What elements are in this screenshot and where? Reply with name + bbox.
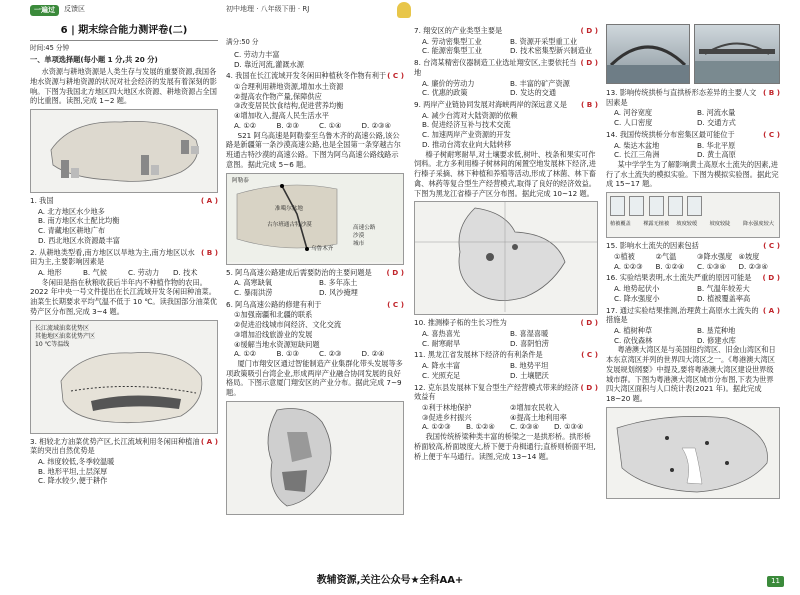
question-7: 7. 翔安区的产业类型主要是 ( D ) xyxy=(414,26,598,35)
map-legend: 长江流域油菜优势区 其他地区油菜优势产区 10 ℃等温线 xyxy=(35,324,96,349)
q8-option[interactable]: D. 发达的交通 xyxy=(510,88,557,98)
q12-options xyxy=(422,422,598,432)
q5-option[interactable]: B. 多年冻土 xyxy=(319,278,358,288)
q14-option[interactable]: B. 华北平原 xyxy=(697,140,736,150)
q9-option[interactable]: B. 促进经济互补与技术交流 xyxy=(422,120,511,130)
passage-5: 榛子树耐寒耐旱,对土壤要求低,树叶、枝条和果实可作饲料。北方多利用榛子树林间的闲置空地发展林下经济,进行榛子采摘、林下种植和养殖等活动,形成了林菌、林下畜禽、林药等复合型生产经营模式,取得了良好的经济效益。下图为黑龙江省榛子产区分布图。据此完成 10~12 题。 xyxy=(414,149,596,198)
q12-statement: ③促进乡村振兴 xyxy=(422,412,472,422)
q13-options xyxy=(614,108,780,118)
q14-option[interactable]: C. 长江三角洲 xyxy=(614,150,660,160)
q13-option[interactable]: C. 人口密度 xyxy=(614,118,653,128)
xiangan-map-icon xyxy=(227,402,403,512)
q8-option[interactable]: C. 优惠的政策 xyxy=(422,88,468,98)
map-label: 乌鲁木齐 xyxy=(311,245,334,252)
q5-option[interactable]: C. 暴雨洪涝 xyxy=(234,287,273,297)
q15-option[interactable]: D. ②③④ xyxy=(738,261,768,271)
q14-option[interactable]: A. 柴达木盆地 xyxy=(614,140,660,150)
answer-8: ( D ) xyxy=(580,58,598,68)
q3-option[interactable]: C. 降水较少,便于耕作 xyxy=(38,476,108,486)
page-number: 11 xyxy=(767,576,784,587)
column-4 xyxy=(606,24,780,502)
q12-statement: ①利于林地保护 xyxy=(422,402,472,412)
answer-9: ( B ) xyxy=(580,100,598,110)
q12-option[interactable]: D. ①③④ xyxy=(554,422,584,432)
passage-6: 我国传统桥梁种类丰富的桥梁之一是拱形桥。拱形桥桥面较高,桥面坡度大,桥下便于舟楫通行;直桥则桥面平坦,桥上便于车马通行。读图,完成 13~14 题。 xyxy=(414,432,596,461)
answer-3: ( A ) xyxy=(200,436,218,446)
map-label: 准噶尔盆地 xyxy=(275,205,303,212)
q17-options xyxy=(614,326,780,336)
q6-options xyxy=(234,349,404,359)
q5-option[interactable]: A. 高寒缺氧 xyxy=(234,278,273,288)
question-11: 11. 黑龙江省发展林下经济的有利条件是 ( C ) xyxy=(414,350,598,360)
heilongjiang-map xyxy=(414,201,598,315)
exam-score-row xyxy=(226,38,404,47)
bridge-photos xyxy=(606,24,780,86)
question-1: 1. 我国 ( A ) xyxy=(30,195,218,205)
q3-option[interactable]: C. 劳动力丰富 xyxy=(234,49,280,59)
q14-options xyxy=(614,141,780,151)
passage-8: 粤港澳大湾区是与美国纽约湾区、旧金山湾区和日本东京湾区并列的世界四大湾区之一。《粤港澳大湾区发展规划纲要》中提及,要将粤港澳大湾区建设世界级城市群。下图为粤港澳大湾区城市分布图,下表为世界四大湾区面积与人口统计表(2021 年)。据此完成 18~20 题。 xyxy=(606,345,776,403)
answer-13: ( B ) xyxy=(762,88,780,97)
q4-option[interactable]: B. ②③ xyxy=(276,120,299,130)
q13-options xyxy=(614,118,780,128)
heilongjiang-map-icon xyxy=(415,202,597,312)
q17-options xyxy=(614,336,780,346)
arch-bridge-icon xyxy=(607,25,689,83)
experiment-tray-icon xyxy=(610,196,625,216)
q7-option[interactable]: A. 劳动密集型工业 xyxy=(422,36,482,46)
q10-option[interactable]: D. 喜阴怕涝 xyxy=(510,338,549,348)
q3-option[interactable]: A. 纬度较低,冬季较温暖 xyxy=(38,457,115,467)
column-2 xyxy=(226,24,404,518)
q17-option[interactable]: A. 植树种草 xyxy=(614,325,653,335)
question-5: 5. 阿乌高速公路建成后需要防治的主要问题是 ( D ) xyxy=(226,267,404,277)
q11-options xyxy=(422,371,598,381)
q13-option[interactable]: D. 交通方式 xyxy=(697,118,736,128)
q12-statement: ②增加农民收入 xyxy=(510,402,560,412)
footer-watermark: 教辅资源,关注公众号★全科AA+ xyxy=(316,575,464,586)
q11-option[interactable]: A. 降水丰富 xyxy=(422,361,461,371)
q9-option[interactable]: C. 加速两岸产业资源的开发 xyxy=(422,130,511,140)
q16-option[interactable]: C. 降水强度小 xyxy=(614,293,660,303)
mascot-icon xyxy=(397,2,411,18)
q11-option[interactable]: B. 地势平坦 xyxy=(510,361,549,371)
q1-option[interactable]: C. 青藏地区耕地广布 xyxy=(38,226,106,236)
question-6: 6. 阿乌高速公路的修建有利于 ( C ) xyxy=(226,299,404,309)
brand-badge: 一遍过 xyxy=(30,5,59,16)
q14-option[interactable]: D. 黄土高原 xyxy=(697,150,736,160)
q10-options xyxy=(422,339,598,349)
china-map-icon xyxy=(31,110,217,190)
passage-4: 厦门市翔安区通过智能制造产业集群化带头发展等多项政策吸引台湾企业,形成两岸产业融合协同发展的良好格局。下图示意厦门翔安区的产业分布。据此完成 7~9 题。 xyxy=(226,358,403,398)
passage-3: S21 阿乌高速是阿勒泰至乌鲁木齐的高速公路,该公路是新疆第一条沙漠高速公路,也是全国第一条穿越古尔班通古特沙漠的高速公路。下图为阿乌高速公路线路示意图。据此完成 5~6 题。 xyxy=(226,130,401,169)
q12-statements xyxy=(422,413,598,423)
q8-options xyxy=(422,79,598,89)
q7-option[interactable]: D. 技术密集型新兴制造业 xyxy=(510,46,592,56)
question-13: 13. 影响传统拱桥与直拱桥形态差异的主要人文因素是 ( B ) xyxy=(606,88,780,107)
answer-14: ( C ) xyxy=(763,129,780,139)
exam-score: 满分:50 分 xyxy=(226,38,259,46)
answer-11: ( C ) xyxy=(581,350,598,360)
q6-statement: ②促进沿线城市间经济、文化交流 xyxy=(234,320,342,330)
q7-option[interactable]: B. 资源开采型重工业 xyxy=(510,36,578,46)
q8-options xyxy=(422,88,598,98)
question-17: 17. 通过实验结果推测,治理黄土高原水土流失的措施是 ( A ) xyxy=(606,305,780,325)
q15-statement: ②气温 xyxy=(655,251,677,261)
passage-1: 水资源与耕地资源是人类生存与发展的重要资源,我国各地水资源与耕地资源的状况对社会经济的发展有着深刻的影响。下图为我国北方地区四大地区水资源、耕地资源占全国的比重图。读图,完成 1~2 题。 xyxy=(30,67,217,106)
stone-bridge-icon xyxy=(695,25,779,83)
answer-12: ( D ) xyxy=(580,382,598,392)
experiment-tray-icon xyxy=(687,196,702,216)
q16-option[interactable]: A. 地势起伏小 xyxy=(614,284,660,294)
answer-4: ( C ) xyxy=(387,71,404,81)
question-9: 9. 两岸产业链协同发展对海峡两岸的深远意义是 ( B ) xyxy=(414,100,598,110)
q15-option[interactable]: B. ①②④ xyxy=(655,261,685,271)
passage-2: 冬闲田是指在秋粮收获后半年内不种植作物的农田。2022 年中央一号文件提出在长江流域开发冬闲田种油菜。油菜生长期要求平均气温不低于 10 ℃。读我国部分油菜优势产区分布图,完成 3~4 题。 xyxy=(30,277,218,316)
question-10: 10. 推测榛子柘的生长习性为 ( D ) xyxy=(414,318,598,328)
q12-option[interactable]: B. ①②④ xyxy=(466,422,495,432)
q1-option[interactable]: A. 北方地区水少地多 xyxy=(38,206,105,216)
q12-statements xyxy=(422,403,598,413)
q1-option[interactable]: D. 西北地区水资源最丰富 xyxy=(38,235,120,245)
passage-7: 某中学学生为了解影响黄土高原水土流失的因素,进行了水土流失的模拟实验。下图为模拟实验图。据此完成 15~17 题。 xyxy=(606,160,779,189)
highway-map xyxy=(226,173,404,265)
q6-statement: ④缓解当地水资源短缺问题 xyxy=(234,339,320,349)
q5-options xyxy=(234,288,404,298)
q6-option[interactable]: B. ①③ xyxy=(276,349,299,359)
experiment-tray-icon xyxy=(668,196,683,216)
question-16: 16. 实验结果表明,水土流失严重的原因可能是 ( D ) xyxy=(606,273,780,283)
q13-option[interactable]: A. 河谷宽度 xyxy=(614,108,653,118)
q4-option[interactable]: C. ①④ xyxy=(319,120,342,130)
q16-option[interactable]: B. 气温年较差大 xyxy=(697,284,750,294)
answer-15: ( C ) xyxy=(763,241,780,251)
q5-option[interactable]: D. 风沙掩埋 xyxy=(319,287,358,297)
question-15: 15. 影响水土流失的因素包括 ( C ) xyxy=(606,241,780,251)
question-12: 12. 克东县发展林下复合型生产经营模式带来的经济效益有 ( D ) xyxy=(414,382,598,402)
q17-option[interactable]: C. 砍伐森林 xyxy=(614,335,653,345)
q15-statement: ④坡度 xyxy=(738,251,760,261)
map-label: 古尔班通古特沙漠 xyxy=(267,221,312,228)
q7-option[interactable]: C. 能源密集型工业 xyxy=(422,46,482,56)
map-legend: 高速公路 沙漠 城市 xyxy=(353,224,376,248)
question-4: 4. 我国在长江流域开发冬闲田种植秋冬作物有利于 ( C ) xyxy=(226,71,404,81)
q10-option[interactable]: C. 耐寒耐旱 xyxy=(422,338,461,348)
q8-option[interactable]: B. 丰富的矿产资源 xyxy=(510,78,570,88)
q10-options xyxy=(422,329,598,339)
question-2: 2. 从耕地类型看,南方地区以旱地为主,南方地区以水田为主,主要影响因素是 ( B ) xyxy=(30,247,218,267)
q10-option[interactable]: B. 喜湿喜暖 xyxy=(510,328,549,338)
rapeseed-map xyxy=(30,320,218,434)
experiment-tray-icon xyxy=(649,196,664,216)
q11-option[interactable]: D. 土壤肥沃 xyxy=(510,370,549,380)
q4-statement: ②提高农作物产量,保障供应 xyxy=(234,91,322,101)
q12-option[interactable]: A. ①②③ xyxy=(422,422,451,432)
q12-option[interactable]: C. ②③④ xyxy=(510,422,539,432)
xiangan-map xyxy=(226,401,404,515)
map-label: 阿勒泰 xyxy=(232,177,249,184)
q1-option[interactable]: B. 南方地区水土配比均衡 xyxy=(38,216,120,226)
experiment-tray-icon xyxy=(629,196,644,216)
column-1 xyxy=(30,24,218,486)
china-resource-map xyxy=(30,109,218,193)
question-3: 3. 相较北方油菜优势产区,长江流域利用冬闲田种植油菜的突出自然优势是 ( A ) xyxy=(30,436,218,456)
course-label: 初中地理 · 八年级下册 · RJ xyxy=(226,5,310,13)
q4-option[interactable]: D. ②③④ xyxy=(361,120,391,130)
q11-options xyxy=(422,361,598,371)
q16-options xyxy=(614,294,780,304)
answer-17: ( A ) xyxy=(762,305,780,315)
q6-option[interactable]: D. ②④ xyxy=(361,349,385,359)
q7-options xyxy=(422,37,598,47)
q11-option[interactable]: C. 光照充足 xyxy=(422,370,461,380)
q16-option[interactable]: D. 植被覆盖率高 xyxy=(697,293,751,303)
question-14: 14. 我国传统拱桥分布密集区最可能位于 ( C ) xyxy=(606,129,780,139)
top-bar xyxy=(0,0,800,22)
q2-option[interactable]: D. 技术 xyxy=(173,268,198,278)
q4-option[interactable]: A. ①② xyxy=(234,120,257,130)
q5-options xyxy=(234,278,404,288)
answer-7: ( D ) xyxy=(580,26,598,35)
question-8: 8. 台湾某精密仪器制造工业选址翔安区,主要依托当地 ( D ) xyxy=(414,58,598,77)
answer-5: ( D ) xyxy=(386,267,404,277)
q12-statement: ④提高土地利用率 xyxy=(510,412,567,422)
q15-statement: ③降水强度 xyxy=(697,251,733,261)
q7-options xyxy=(422,46,598,56)
answer-16: ( D ) xyxy=(762,273,780,283)
zone-label: 反馈区 xyxy=(64,5,85,13)
q2-option[interactable]: C. 劳动力 xyxy=(128,268,160,278)
q14-options xyxy=(614,150,780,160)
q6-statement: ①加强南疆和北疆的联系 xyxy=(234,310,313,320)
answer-6: ( C ) xyxy=(387,299,404,309)
q2-option[interactable]: A. 地形 xyxy=(38,268,62,278)
q6-statement: ③增加沿线旅游业的发展 xyxy=(234,329,313,339)
q6-option[interactable]: A. ①② xyxy=(234,349,257,359)
answer-10: ( D ) xyxy=(580,318,598,328)
q17-option[interactable]: D. 修建水库 xyxy=(697,335,736,345)
exam-time: 时间:45 分钟 xyxy=(30,43,70,52)
q4-statement: ③改变居民饮食结构,促进营养均衡 xyxy=(234,101,344,111)
q4-statement: ①合理利用耕地资源,增加水土资源 xyxy=(234,82,344,92)
exam-title: 6 | 期末综合能力测评卷(二) xyxy=(30,24,218,41)
q17-option[interactable]: B. 垦荒种地 xyxy=(697,325,736,335)
flat-bridge-photo xyxy=(694,24,780,84)
q2-option[interactable]: B. 气候 xyxy=(83,268,107,278)
q15-statements xyxy=(614,252,780,262)
answer-1: ( A ) xyxy=(200,195,218,205)
column-3 xyxy=(414,24,598,463)
q2-options xyxy=(38,268,218,278)
q6-option[interactable]: C. ②③ xyxy=(319,349,342,359)
q4-options xyxy=(234,121,404,131)
q8-option[interactable]: A. 廉价的劳动力 xyxy=(422,78,475,88)
q3-option[interactable]: D. 靠近河流,灌溉水源 xyxy=(234,59,304,69)
section-heading: 一、单项选择题(每小题 1 分,共 20 分) xyxy=(30,55,158,65)
exam-meta xyxy=(30,44,218,53)
q10-option[interactable]: A. 喜热喜光 xyxy=(422,328,461,338)
q15-statement: ①植被 xyxy=(614,251,635,261)
greater-bay-map xyxy=(606,407,780,499)
answer-2: ( B ) xyxy=(200,247,218,257)
q13-option[interactable]: B. 河流水量 xyxy=(697,108,736,118)
q9-option[interactable]: A. 减少台湾对大陆资源的依赖 xyxy=(422,110,518,120)
q3-option[interactable]: B. 地形平坦,土层深厚 xyxy=(38,466,108,476)
q16-options xyxy=(614,284,780,294)
bay-area-map-icon xyxy=(607,408,779,496)
experiment-figure xyxy=(606,192,780,238)
q15-options xyxy=(614,262,780,272)
q15-option[interactable]: C. ①③④ xyxy=(697,261,726,271)
q15-option[interactable]: A. ①②③ xyxy=(614,261,643,271)
q9-option[interactable]: D. 推动台湾农业向大陆转移 xyxy=(422,139,512,149)
q4-statement: ④增加收入,提高人民生活水平 xyxy=(234,111,329,121)
experiment-labels: 植被覆盖 裸露无植被 坡度较缓 坡度较陡 降水强度较大 xyxy=(610,220,774,227)
arch-bridge-photo xyxy=(606,24,690,84)
